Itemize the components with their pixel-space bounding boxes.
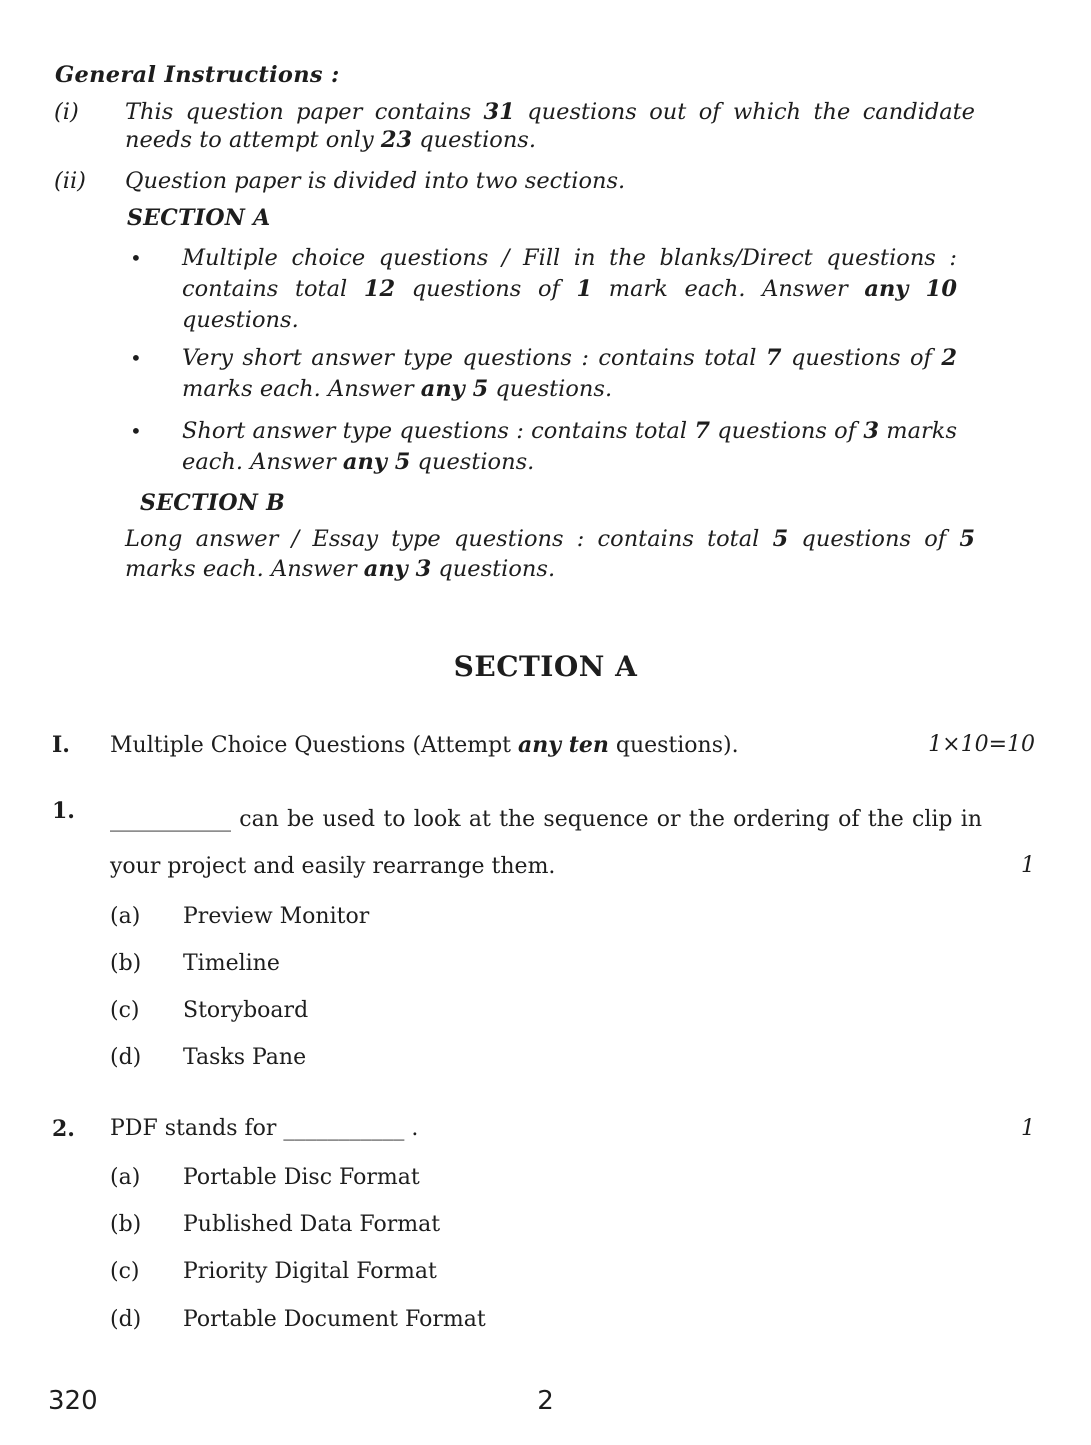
option-text: Portable Disc Format	[183, 1165, 420, 1190]
bullet-item-text	[182, 243, 957, 336]
option-label: (d)	[110, 1307, 142, 1332]
text-segment: marks each. Answer	[182, 418, 957, 475]
section-b-text	[125, 524, 975, 584]
text-segment: questions).	[608, 733, 739, 758]
text-segment: Multiple Choice Questions (Attempt	[110, 733, 519, 758]
text-segment: Long answer / Essay type questions : contains total	[125, 526, 773, 552]
option-text: Tasks Pane	[183, 1045, 307, 1070]
bullet-item-text	[182, 416, 957, 478]
text-segment: mark each. Answer	[592, 276, 865, 302]
text-segment: 23	[380, 127, 413, 153]
marks-label: 1	[1021, 1116, 1035, 1141]
instruction-item-label: (i)	[54, 99, 79, 125]
text-segment: any 5	[420, 376, 489, 402]
text-segment: 5	[959, 526, 975, 552]
bullet-icon: •	[130, 346, 142, 370]
text-segment: questions.	[431, 556, 556, 582]
option-label: (b)	[110, 1212, 142, 1237]
part-number: I.	[52, 732, 70, 758]
text-segment: 12	[363, 276, 396, 302]
part-title	[110, 730, 900, 761]
question-text	[110, 1114, 900, 1144]
text-segment: any 10	[864, 276, 957, 302]
instruction-item-text	[125, 167, 975, 195]
instruction-item-text	[125, 98, 975, 154]
text-segment: questions of	[709, 418, 864, 444]
general-instructions-heading: General Instructions :	[55, 62, 340, 88]
text-segment: marks each. Answer	[182, 376, 421, 402]
option-text: Preview Monitor	[183, 904, 370, 929]
section-b-subheading: SECTION B	[140, 490, 286, 516]
section-a-title: SECTION A	[453, 650, 638, 683]
text-segment: questions.	[412, 127, 537, 153]
text-segment: questions out of which the candidate needs to attempt only	[125, 99, 975, 153]
text-segment: Question paper is divided into two sections.	[125, 168, 626, 194]
question-number: 2.	[52, 1116, 75, 1142]
blank-line: ___________	[110, 807, 231, 832]
option-label: (d)	[110, 1045, 142, 1070]
text-segment: 31	[483, 99, 515, 125]
option-label: (a)	[110, 1165, 141, 1190]
text-segment: marks each. Answer	[125, 556, 364, 582]
bullet-item-text	[182, 343, 957, 405]
text-segment: Very short answer type questions : contains total	[182, 345, 766, 371]
text-segment: questions.	[410, 449, 535, 475]
text-segment: any ten	[518, 732, 609, 758]
text-segment: 7	[765, 345, 782, 371]
text-segment: This question paper contains	[125, 99, 484, 125]
text-segment: 3	[863, 418, 879, 444]
page-number: 2	[537, 1386, 554, 1416]
marks-label: 1	[1021, 853, 1035, 878]
option-label: (a)	[110, 904, 141, 929]
text-segment: questions of	[788, 526, 960, 552]
text-segment: questions.	[182, 307, 299, 333]
bullet-icon: •	[130, 246, 142, 270]
question-number: 1.	[52, 798, 75, 824]
text-segment: Short answer type questions : contains total	[182, 418, 695, 444]
text-segment: Multiple choice questions / Fill in the blanks/Direct questions : contains total	[182, 245, 957, 302]
section-a-subheading: SECTION A	[127, 205, 271, 231]
option-text: Priority Digital Format	[183, 1259, 437, 1284]
text-segment: any 3	[363, 556, 432, 582]
option-label: (c)	[110, 998, 140, 1023]
bullet-icon: •	[130, 419, 142, 443]
option-label: (b)	[110, 951, 142, 976]
option-text: Published Data Format	[183, 1212, 441, 1237]
marks-label: 1×10=10	[928, 732, 1035, 757]
text-segment: questions of	[781, 345, 942, 371]
option-label: (c)	[110, 1259, 140, 1284]
blank-line: ___________	[283, 1116, 405, 1141]
option-text: Timeline	[183, 951, 280, 976]
text-segment: PDF stands for	[110, 1116, 284, 1141]
text-segment: can be used to look at the sequence or the ordering of the clip in your project and easily rearrange them.	[110, 807, 982, 879]
text-segment: 2	[941, 345, 957, 371]
option-text: Storyboard	[183, 998, 309, 1023]
paper-code: 320	[48, 1386, 98, 1416]
text-segment: 1	[576, 276, 593, 302]
text-segment: 5	[772, 526, 789, 552]
text-segment: 7	[694, 418, 710, 444]
question-text	[110, 796, 982, 890]
text-segment: any 5	[342, 449, 411, 475]
text-segment: .	[404, 1116, 419, 1141]
instruction-item-label: (ii)	[54, 168, 86, 194]
option-text: Portable Document Format	[183, 1307, 486, 1332]
text-segment: questions of	[395, 276, 577, 302]
text-segment: questions.	[488, 376, 613, 402]
